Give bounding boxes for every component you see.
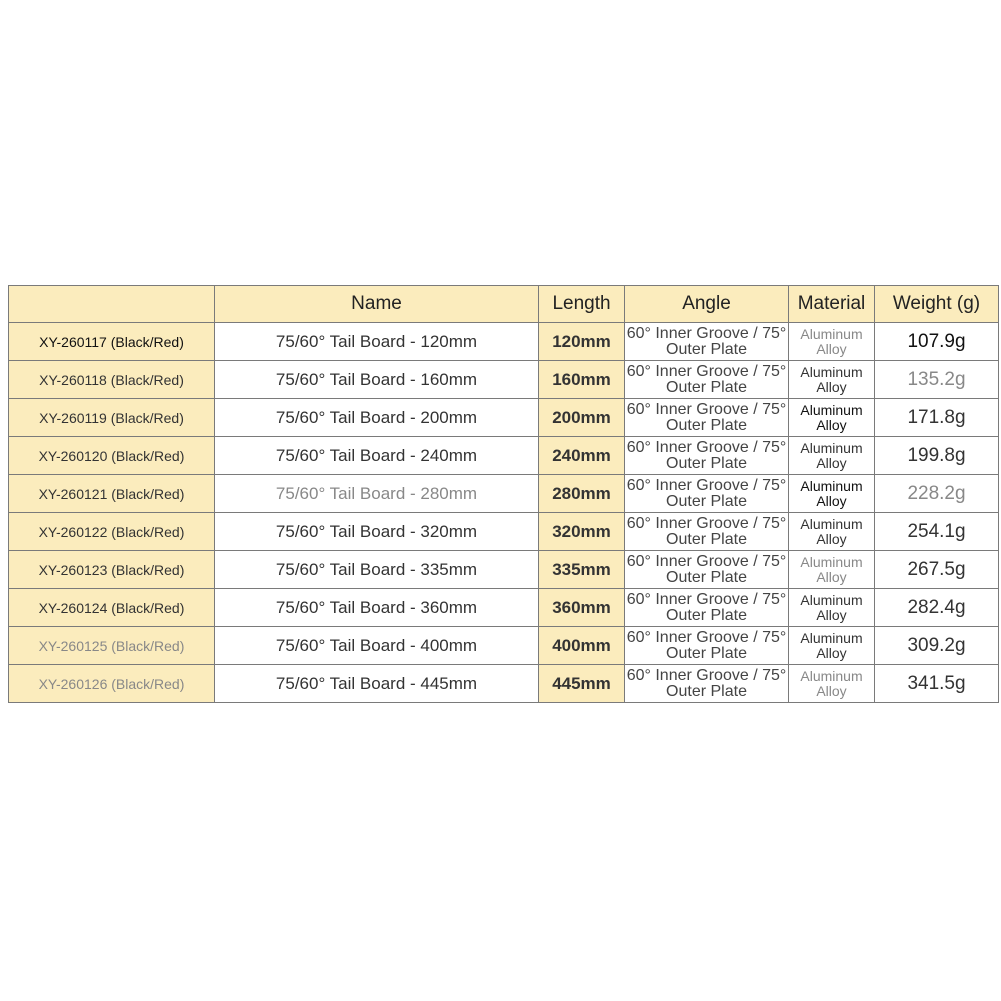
weight-cell: 199.8g	[875, 437, 999, 475]
weight-cell: 341.5g	[875, 665, 999, 703]
table-row	[9, 551, 999, 589]
product-name-cell: 75/60° Tail Board - 400mm	[215, 627, 539, 665]
length-cell: 400mm	[539, 627, 625, 665]
material-cell: Aluminum Alloy	[789, 475, 875, 513]
product-name-cell: 75/60° Tail Board - 120mm	[215, 323, 539, 361]
header-material: Material	[789, 286, 875, 323]
material-cell: Aluminum Alloy	[789, 513, 875, 551]
weight-cell: 254.1g	[875, 513, 999, 551]
length-cell: 445mm	[539, 665, 625, 703]
length-cell: 280mm	[539, 475, 625, 513]
material-cell: Aluminum Alloy	[789, 399, 875, 437]
product-name-cell: 75/60° Tail Board - 335mm	[215, 551, 539, 589]
table-row	[9, 665, 999, 703]
angle-cell: 60° Inner Groove / 75° Outer Plate	[625, 475, 789, 513]
weight-cell: 282.4g	[875, 589, 999, 627]
material-cell: Aluminum Alloy	[789, 551, 875, 589]
model-code-cell: XY-260124 (Black/Red)	[9, 589, 215, 627]
product-name-cell: 75/60° Tail Board - 445mm	[215, 665, 539, 703]
header-name: Name	[215, 286, 539, 323]
model-code-cell: XY-260118 (Black/Red)	[9, 361, 215, 399]
angle-cell: 60° Inner Groove / 75° Outer Plate	[625, 551, 789, 589]
material-cell: Aluminum Alloy	[789, 665, 875, 703]
table-row	[9, 627, 999, 665]
angle-cell: 60° Inner Groove / 75° Outer Plate	[625, 399, 789, 437]
product-name-cell: 75/60° Tail Board - 240mm	[215, 437, 539, 475]
table-row	[9, 399, 999, 437]
weight-cell: 135.2g	[875, 361, 999, 399]
material-cell: Aluminum Alloy	[789, 323, 875, 361]
header-code	[9, 286, 215, 323]
length-cell: 240mm	[539, 437, 625, 475]
length-cell: 360mm	[539, 589, 625, 627]
weight-cell: 107.9g	[875, 323, 999, 361]
material-cell: Aluminum Alloy	[789, 627, 875, 665]
header-length: Length	[539, 286, 625, 323]
weight-cell: 267.5g	[875, 551, 999, 589]
angle-cell: 60° Inner Groove / 75° Outer Plate	[625, 589, 789, 627]
material-cell: Aluminum Alloy	[789, 437, 875, 475]
table-row	[9, 361, 999, 399]
material-cell: Aluminum Alloy	[789, 589, 875, 627]
table-row	[9, 589, 999, 627]
model-code-cell: XY-260117 (Black/Red)	[9, 323, 215, 361]
product-name-cell: 75/60° Tail Board - 280mm	[215, 475, 539, 513]
angle-cell: 60° Inner Groove / 75° Outer Plate	[625, 361, 789, 399]
weight-cell: 309.2g	[875, 627, 999, 665]
length-cell: 120mm	[539, 323, 625, 361]
material-cell: Aluminum Alloy	[789, 361, 875, 399]
model-code-cell: XY-260120 (Black/Red)	[9, 437, 215, 475]
model-code-cell: XY-260119 (Black/Red)	[9, 399, 215, 437]
weight-cell: 171.8g	[875, 399, 999, 437]
angle-cell: 60° Inner Groove / 75° Outer Plate	[625, 323, 789, 361]
angle-cell: 60° Inner Groove / 75° Outer Plate	[625, 627, 789, 665]
model-code-cell: XY-260125 (Black/Red)	[9, 627, 215, 665]
table-row	[9, 513, 999, 551]
model-code-cell: XY-260126 (Black/Red)	[9, 665, 215, 703]
length-cell: 320mm	[539, 513, 625, 551]
header-weight: Weight (g)	[875, 286, 999, 323]
table-row	[9, 475, 999, 513]
spec-table	[8, 285, 999, 703]
product-name-cell: 75/60° Tail Board - 160mm	[215, 361, 539, 399]
length-cell: 335mm	[539, 551, 625, 589]
angle-cell: 60° Inner Groove / 75° Outer Plate	[625, 513, 789, 551]
product-name-cell: 75/60° Tail Board - 360mm	[215, 589, 539, 627]
length-cell: 200mm	[539, 399, 625, 437]
table-row	[9, 437, 999, 475]
model-code-cell: XY-260122 (Black/Red)	[9, 513, 215, 551]
length-cell: 160mm	[539, 361, 625, 399]
weight-cell: 228.2g	[875, 475, 999, 513]
table-row	[9, 323, 999, 361]
header-row	[9, 286, 999, 323]
angle-cell: 60° Inner Groove / 75° Outer Plate	[625, 437, 789, 475]
product-name-cell: 75/60° Tail Board - 200mm	[215, 399, 539, 437]
model-code-cell: XY-260121 (Black/Red)	[9, 475, 215, 513]
header-angle: Angle	[625, 286, 789, 323]
product-name-cell: 75/60° Tail Board - 320mm	[215, 513, 539, 551]
model-code-cell: XY-260123 (Black/Red)	[9, 551, 215, 589]
angle-cell: 60° Inner Groove / 75° Outer Plate	[625, 665, 789, 703]
